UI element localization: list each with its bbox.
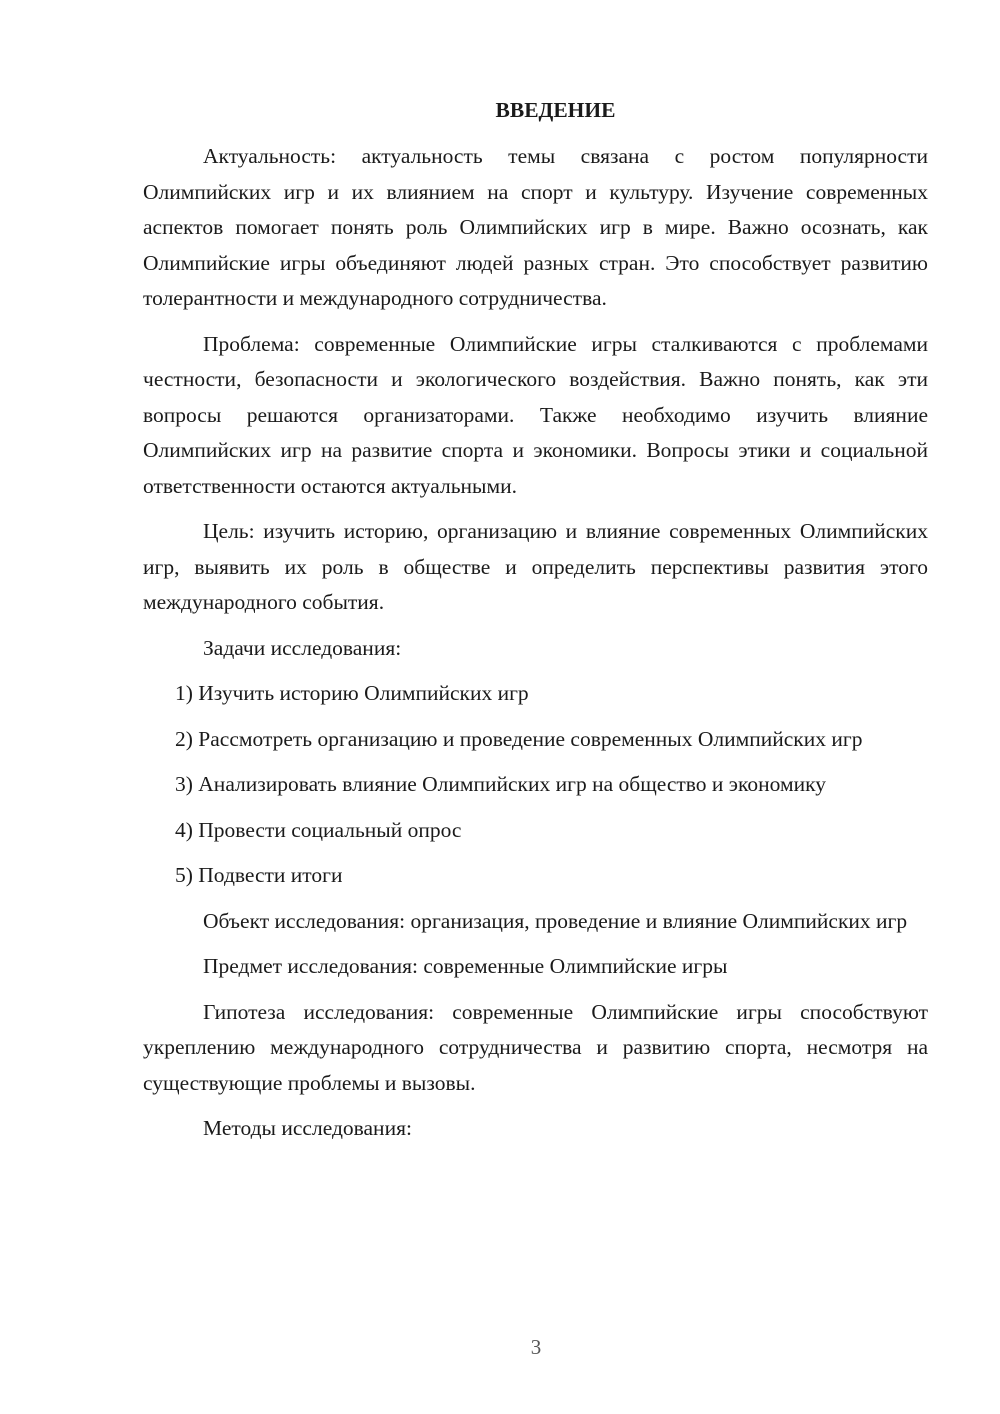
page-number: 3 [530, 1335, 542, 1359]
page-content [143, 95, 928, 1157]
task-item-1: 1) Изучить историю Олимпийских игр [175, 681, 529, 705]
task-item-2: 2) Рассмотреть организацию и проведение современных Олимпийских игр [175, 726, 863, 751]
task-item-5: 5) Подвести итоги [175, 863, 343, 887]
subject-paragraph: Предмет исследования: современные Олимпийские игры [203, 954, 728, 978]
problem-paragraph: Проблема: современные Олимпийские игры сталкиваются с проблемами честности, безопасности и экологического воздействия. Важно понять, как эти вопросы решаются организаторами. Также необходимо изучить влияние Олимпийских игр на развитие спорта и экономики. Вопросы этики и социальной ответственности остаются актуальными. [143, 331, 928, 498]
tasks-heading: Задачи исследования: [203, 635, 402, 660]
methods-heading: Методы исследования: [203, 1116, 412, 1140]
task-item-3: 3) Анализировать влияние Олимпийских игр на общество и экономику [175, 772, 826, 796]
task-item-4: 4) Провести социальный опрос [175, 817, 462, 842]
section-heading: ВВЕДЕНИЕ [495, 98, 616, 122]
relevance-paragraph: Актуальность: актуальность темы связана с ростом популярности Олимпийских игр и их влиянием на спорт и культуру. Изучение современных аспектов помогает понять роль Олимпийских игр в мире. Важно осознать, как Олимпийские игры объединяют людей разных стран. Это способствует развитию толерантности и международного сотрудничества. [143, 144, 928, 310]
goal-paragraph: Цель: изучить историю, организацию и влияние современных Олимпийских игр, выявить их роль в обществе и определить перспективы развития этого международного события. [143, 519, 928, 614]
object-paragraph: Объект исследования: организация, проведение и влияние Олимпийских игр [203, 908, 908, 933]
hypothesis-paragraph: Гипотеза исследования: современные Олимпийские игры способствуют укреплению международного сотрудничества и развитию спорта, несмотря на существующие проблемы и вызовы. [143, 999, 928, 1095]
